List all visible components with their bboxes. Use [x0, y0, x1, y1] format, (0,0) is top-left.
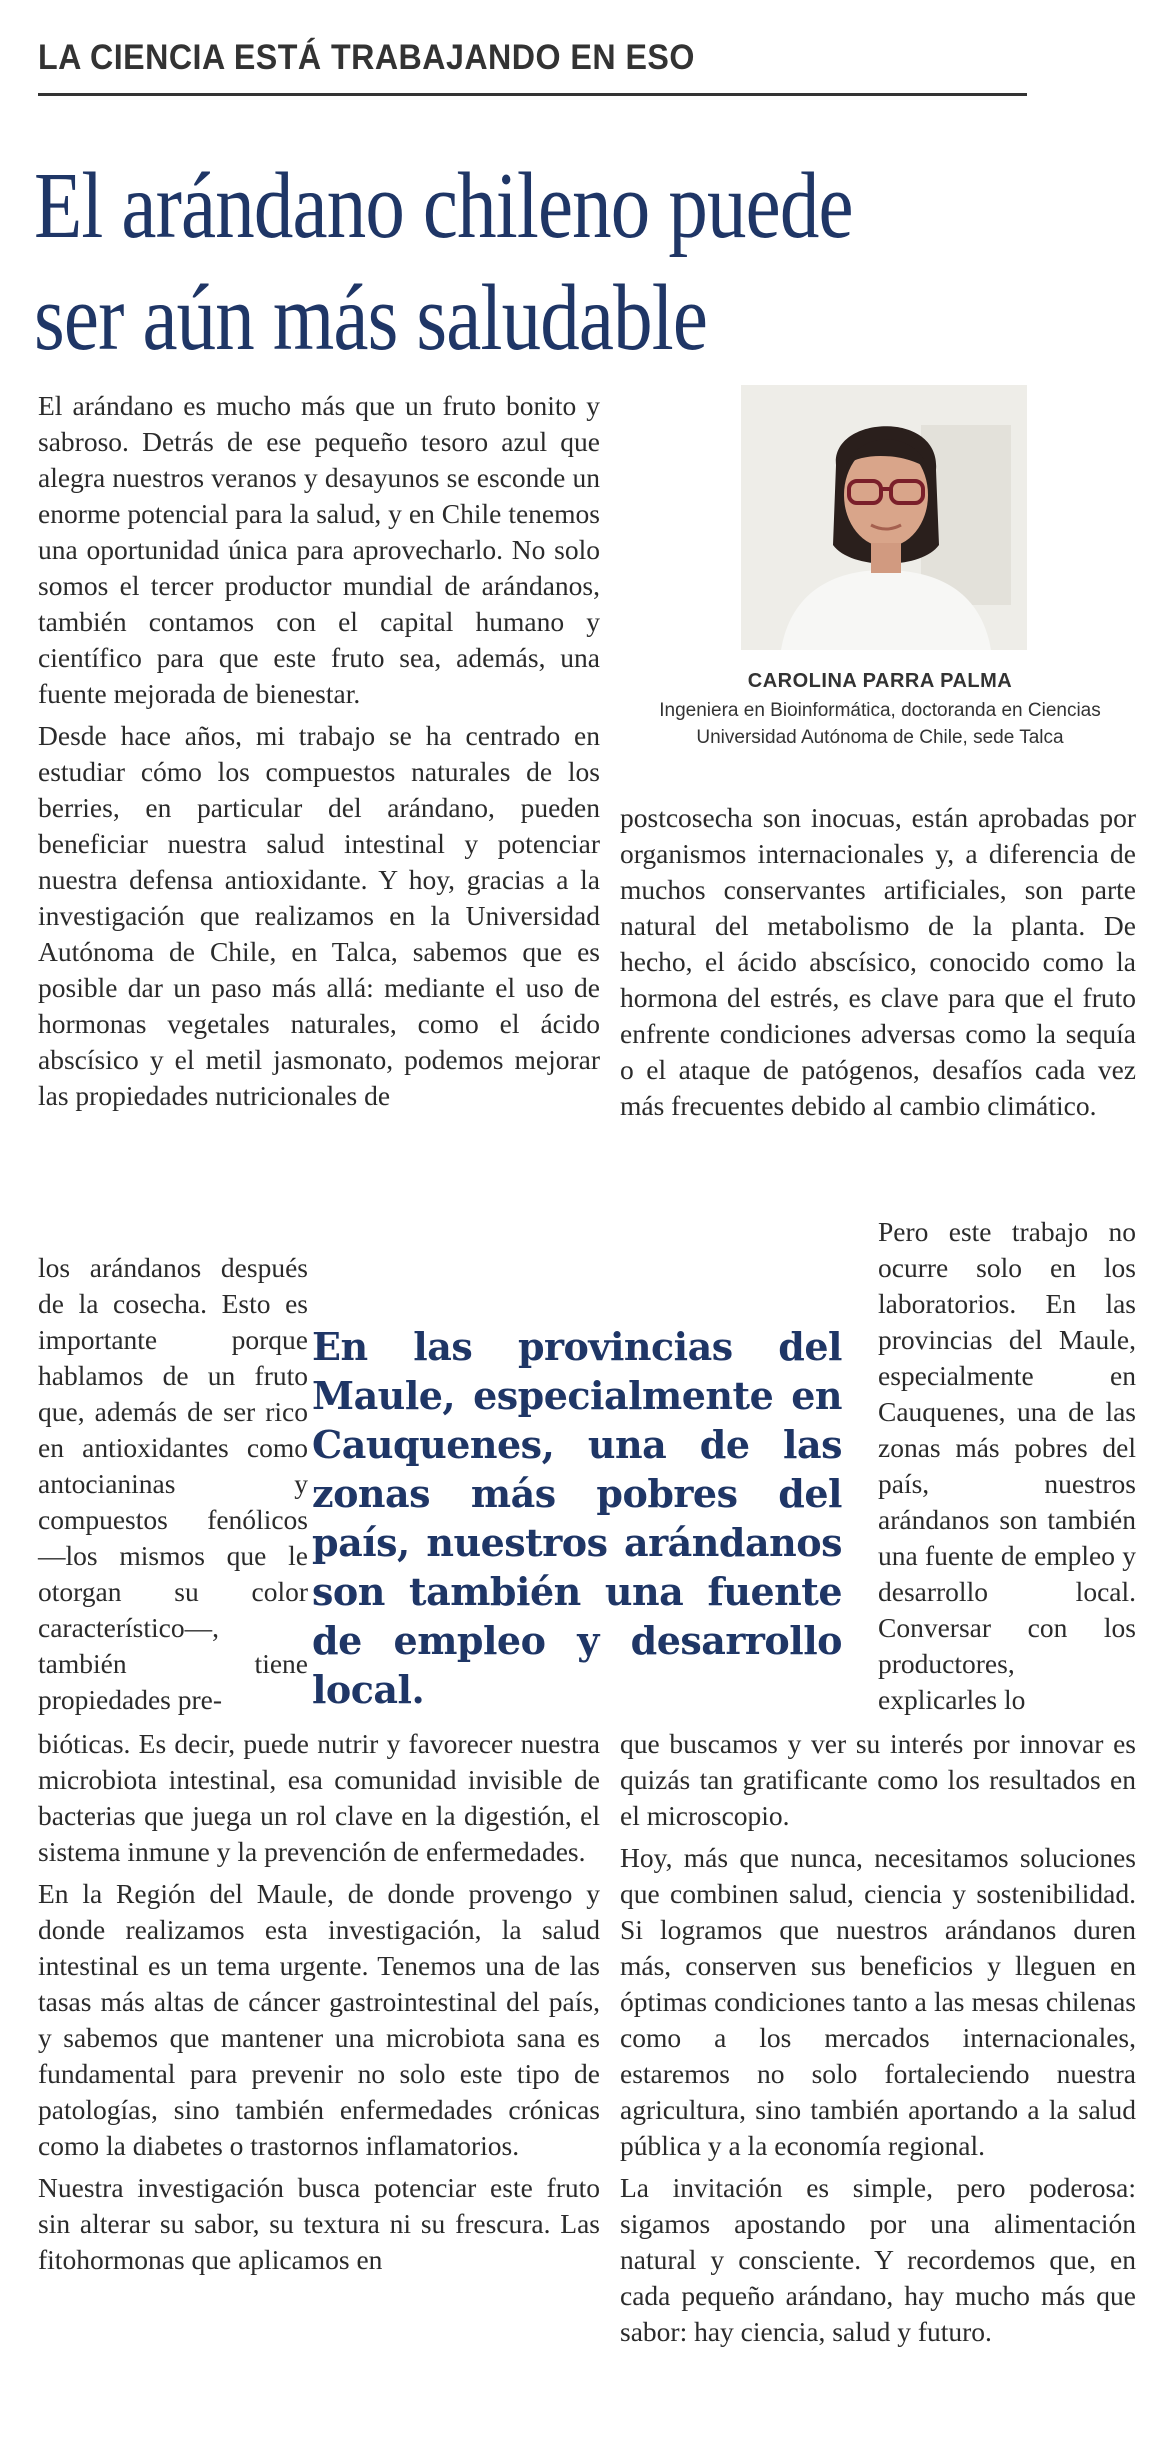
portrait-illustration [741, 385, 1027, 650]
paragraph: Pero este trabajo no ocurre solo en los laboratorios. En las provincias del Maule, especialmente en Cauquenes, una de las zonas más pobres del país, nuestros arándanos son también una fuente de empleo y desarrollo local. Conversar con los productores, explicarles lo [878, 1216, 1136, 1715]
paragraph: postcosecha son inocuas, están aprobadas por organismos internacionales y, a diferencia de muchos conservantes artificiales, son parte natural del metabolismo de la planta. De hecho, el ácido abscísico, conocido como la hormona del estrés, es clave para que el fruto enfrente condiciones adversas como la sequía o el ataque de patógenos, desafíos cada vez más frecuentes debido al cambio climático. [620, 802, 1136, 1121]
author-photo [741, 385, 1027, 650]
pull-quote: En las provincias del Maule, especialmente en Cauquenes, una de las zonas más pobres del país, nuestros arándanos son también una fuente de empleo y desarrollo local. [312, 1324, 842, 1712]
column-right-top [620, 800, 1136, 1130]
paragraph: Desde hace años, mi trabajo se ha centrado en estudiar cómo los compuestos naturales de los berries, en particular del arándano, pueden beneficiar nuestra salud intestinal y potenciar nuestra defensa antioxidante. Y hoy, gracias a la investigación que realizamos en la Universidad Autónoma de Chile, en Talca, sabemos que es posible dar un paso más allá: mediante el uso de hormonas vegetales naturales, como el ácido abscísico y el metil jasmonato, podemos mejorar las propiedades nutricionales de [38, 720, 600, 1111]
author-name: CAROLINA PARRA PALMA [747, 670, 1013, 692]
column-left-top [38, 388, 600, 1120]
column-right-wrap [878, 1214, 1136, 1718]
paragraph: La invitación es simple, pero poderosa: sigamos apostando por una alimentación natural y consciente. Y recordemos que, en cada pequeño arándano, hay mucho más que sabor: hay ciencia, salud y futuro. [620, 2172, 1136, 2347]
paragraph: El arándano es mucho más que un fruto bonito y sabroso. Detrás de ese pequeño tesoro azul que alegra nuestros veranos y desayunos se esconde un enorme potencial para la salud, y en Chile tenemos una oportunidad única para aprovecharlo. No solo somos el tercer productor mundial de arándanos, también contamos con el capital humano y científico para que este fruto sea, además, una fuente mejorada de bienestar. [38, 390, 600, 709]
paragraph: que buscamos y ver su interés por innovar es quizás tan gratificante como los resultados en el microscopio. [620, 1728, 1136, 1831]
author-affiliation: Universidad Autónoma de Chile, sede Talca [696, 727, 1064, 748]
column-left-bottom [38, 1726, 600, 2284]
paragraph: los arándanos después de la cosecha. Esto es importante porque hablamos de un fruto que, además de ser rico en antioxidantes como antocianinas y compuestos fenólicos —los mismos que le otorgan su color característico—, también tiene propiedades pre- [38, 1252, 308, 1715]
author-role: Ingeniera en Bioinformática, doctoranda en Ciencias [659, 700, 1101, 721]
paragraph: En la Región del Maule, de donde provengo y donde realizamos esta investigación, la salud intestinal es un tema urgente. Tenemos una de las tasas más altas de cáncer gastrointestinal del país, y sabemos que mantener una microbiota sana es fundamental para prevenir no solo este tipo de patologías, sino también enfermedades crónicas como la diabetes o trastornos inflamatorios. [38, 1878, 600, 2161]
column-left-wrap [38, 1250, 308, 1718]
paragraph: Nuestra investigación busca potenciar este fruto sin alterar su sabor, su textura ni su frescura. Las fitohormonas que aplicamos en [38, 2172, 600, 2275]
paragraph: Hoy, más que nunca, necesitamos soluciones que combinen salud, ciencia y sostenibilidad. Si logramos que nuestros arándanos duren más, conserven sus beneficios y lleguen en óptimas condiciones tanto a las mesas chilenas como a los mercados internacionales, estaremos no solo fortaleciendo nuestra agricultura, sino también aportando a la salud pública y a la economía regional. [620, 1842, 1136, 2161]
section-kicker: LA CIENCIA ESTÁ TRABAJANDO EN ESO [38, 40, 1027, 96]
column-right-bottom [620, 1726, 1136, 2356]
paragraph: bióticas. Es decir, puede nutrir y favorecer nuestra microbiota intestinal, esa comunidad invisible de bacterias que juega un rol clave en la digestión, el sistema inmune y la prevención de enfermedades. [38, 1728, 600, 1867]
headline: El arándano chileno puede ser aún más saludable [34, 154, 853, 370]
